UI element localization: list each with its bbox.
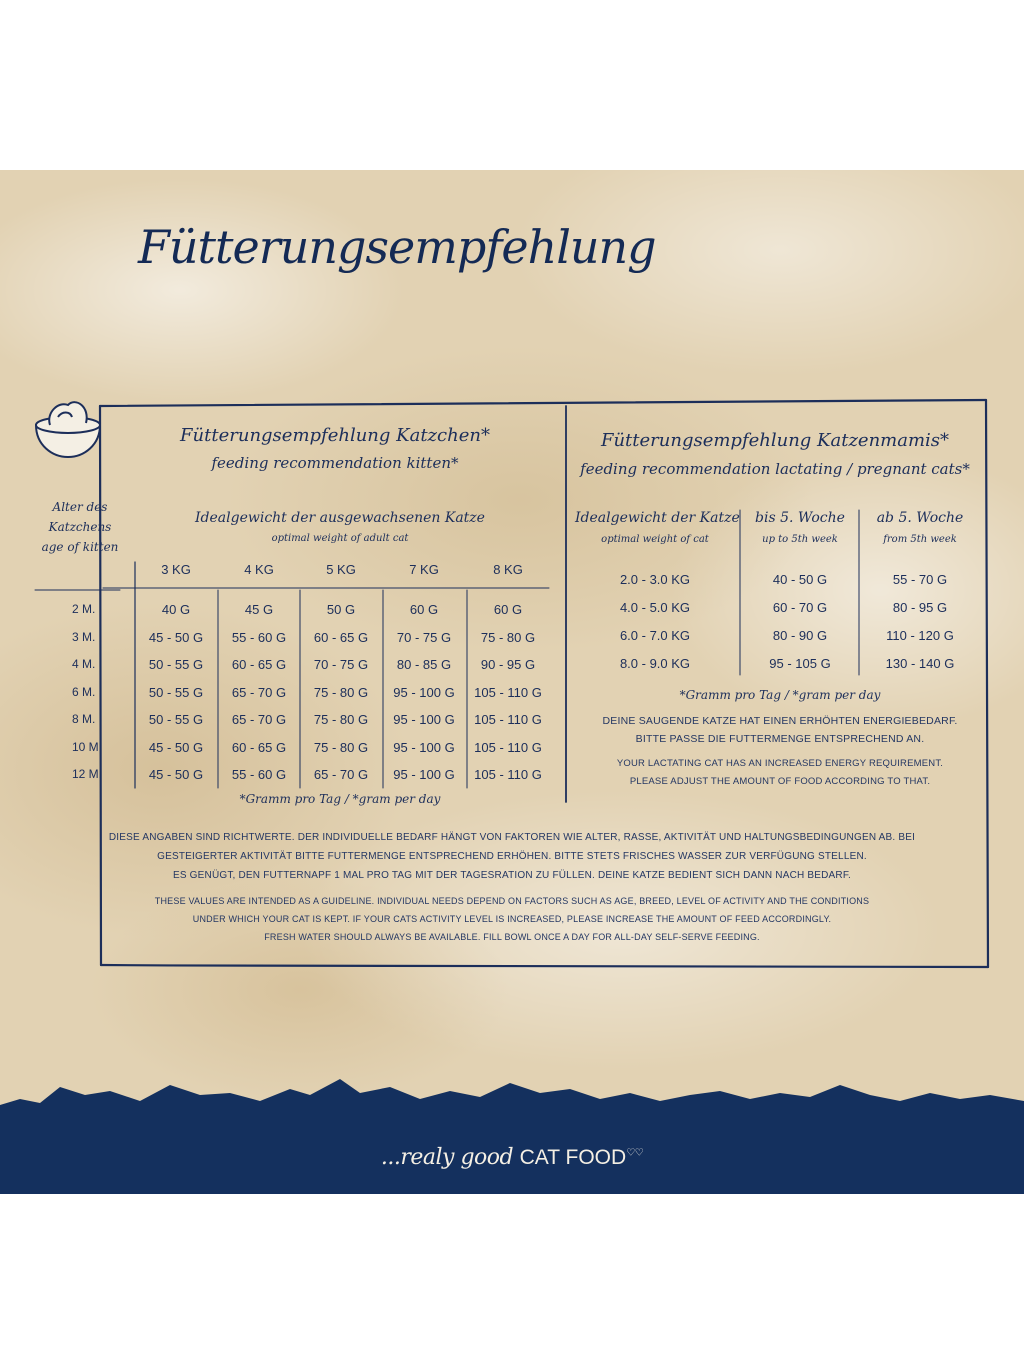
disclaimer-en-1: THESE VALUES ARE INTENDED AS A GUIDELINE. INDIVIDUAL NEEDS DEPEND ON FACTORS SUCH AS AGE, BREED, LEVEL OF ACTIVITY AND THE CONDITIONS <box>154 896 870 906</box>
mothers-col1-header: Idealgewicht der Katze <box>575 510 740 526</box>
table-cell: 45 G <box>244 602 274 617</box>
food-bowl-icon <box>28 383 108 463</box>
age-header-1: Alter des <box>52 500 108 514</box>
mothers-note-en-2: PLEASE ADJUST THE AMOUNT OF FOOD ACCORDING TO THAT. <box>629 776 931 787</box>
brand-suffix: CAT FOOD <box>519 1146 627 1169</box>
heart-icon: ♡♡ <box>626 1147 644 1159</box>
table-cell: 60 G <box>493 602 523 617</box>
age-label: 2 M. <box>72 602 96 616</box>
table-cell: 45 - 50 G <box>148 767 204 782</box>
age-label: 10 M. <box>72 739 103 754</box>
table-cell: 50 G <box>326 602 356 617</box>
table-cell: 95 - 100 G <box>393 767 455 782</box>
feeding-card <box>0 170 1024 1194</box>
disclaimer-de-1: DIESE ANGABEN SIND RICHTWERTE. DER INDIVIDUELLE BEDARF HÄNGT VON FAKTOREN WIE ALTER, RASSE, AKTIVITÄT UND HALTUNGSBEDINGUNGEN AB. BEI <box>108 832 916 843</box>
age-header-3: age of kitten <box>41 540 119 554</box>
age-label: 12 M. <box>72 767 103 781</box>
table-cell: 45 - 50 G <box>148 739 204 755</box>
brand-tagline <box>0 1145 1024 1170</box>
table-cell: 50 - 55 G <box>148 684 204 700</box>
weight-column-header: 4 KG <box>244 562 274 577</box>
weight-column-header: 7 KG <box>409 562 439 577</box>
table-cell: 75 - 80 G <box>313 739 369 755</box>
mother-from-5: 110 - 120 G <box>886 628 954 643</box>
table-cell: 90 - 95 G <box>480 657 536 672</box>
mother-from-5: 80 - 95 G <box>892 600 948 615</box>
weight-subheader: optimal weight of adult cat <box>271 533 409 544</box>
table-cell: 70 - 75 G <box>396 629 452 645</box>
mothers-heading: Fütterungsempfehlung Katzenmamis* <box>600 430 950 451</box>
mothers-note-en-1: YOUR LACTATING CAT HAS AN INCREASED ENERGY REQUIREMENT. <box>616 758 944 769</box>
mother-from-5: 130 - 140 G <box>885 656 955 671</box>
age-label: 6 M. <box>72 684 96 699</box>
mother-weight: 4.0 - 5.0 KG <box>619 600 691 615</box>
disclaimer-en-2: UNDER WHICH YOUR CAT IS KEPT. IF YOUR CATS ACTIVITY LEVEL IS INCREASED, PLEASE INCREASE THE AMOUNT OF FEED ACCORDINGLY. <box>192 914 832 924</box>
table-cell: 95 - 100 G <box>393 739 455 755</box>
kitten-footnote: *Gramm pro Tag / *gram per day <box>239 792 441 806</box>
table-cell: 75 - 80 G <box>313 684 369 700</box>
mother-weight: 2.0 - 3.0 KG <box>619 572 691 587</box>
table-cell: 60 - 65 G <box>231 657 287 672</box>
mothers-footnote: *Gramm pro Tag / *gram per day <box>679 688 881 702</box>
mother-up-to-5: 95 - 105 G <box>769 656 831 671</box>
table-cell: 95 - 100 G <box>393 712 455 727</box>
table-frame <box>0 170 1024 1194</box>
mothers-col3-sub: from 5th week <box>883 534 957 545</box>
mothers-col3-header: ab 5. Woche <box>876 510 964 526</box>
mothers-col1-sub: optimal weight of cat <box>601 534 709 545</box>
table-cell: 105 - 110 G <box>474 712 542 727</box>
mother-up-to-5: 60 - 70 G <box>772 600 828 615</box>
age-header-2: Katzchens <box>48 520 112 534</box>
table-cell: 65 - 70 G <box>231 684 287 700</box>
weight-column-header: 8 KG <box>493 562 523 577</box>
table-cell: 105 - 110 G <box>474 684 542 700</box>
mothers-col2-header: bis 5. Woche <box>755 510 845 526</box>
disclaimer-en-3: FRESH WATER SHOULD ALWAYS BE AVAILABLE. FILL BOWL ONCE A DAY FOR ALL-DAY SELF-SERVE FEEDING. <box>264 932 760 942</box>
table-cell: 60 - 65 G <box>313 629 369 645</box>
table-cell: 80 - 85 G <box>396 657 452 672</box>
disclaimer-de-3: ES GENÜGT, DEN FUTTERNAPF 1 MAL PRO TAG MIT DER TAGESRATION ZU FÜLLEN. DEINE KATZE BEDIENT SICH DANN NACH BEDARF. <box>172 870 852 881</box>
mother-weight: 6.0 - 7.0 KG <box>619 628 691 643</box>
weight-header: Idealgewicht der ausgewachsenen Katze <box>195 510 485 526</box>
table-cell: 65 - 70 G <box>231 712 287 727</box>
table-cell: 75 - 80 G <box>480 629 536 645</box>
table-cell: 55 - 60 G <box>231 767 287 782</box>
age-label: 3 M. <box>72 629 96 644</box>
mothers-note-de-2: BITTE PASSE DIE FUTTERMENGE ENTSPRECHEND AN. <box>635 733 925 745</box>
table-cell: 50 - 55 G <box>148 657 204 672</box>
mothers-note-de-1: DEINE SAUGENDE KATZE HAT EINEN ERHÖHTEN ENERGIEBEDARF. <box>602 715 958 727</box>
weight-column-header: 5 KG <box>326 562 356 577</box>
table-cell: 50 - 55 G <box>148 712 204 727</box>
mother-weight: 8.0 - 9.0 KG <box>619 656 691 671</box>
mother-up-to-5: 80 - 90 G <box>772 628 828 643</box>
table-cell: 105 - 110 G <box>474 767 542 782</box>
mother-from-5: 55 - 70 G <box>892 572 948 587</box>
table-cell: 60 G <box>409 602 439 617</box>
age-label: 4 M. <box>72 657 96 671</box>
weight-column-header: 3 KG <box>161 562 191 577</box>
table-cell: 75 - 80 G <box>313 712 369 727</box>
mother-up-to-5: 40 - 50 G <box>772 572 828 587</box>
disclaimer-de-2: GESTEIGERTER AKTIVITÄT BITTE FUTTERMENGE ENTSPRECHEND ERHÖHEN. BITTE STETS FRISCHES WASSER ZUR VERFÜGUNG STELLEN. <box>157 851 867 862</box>
table-cell: 45 - 50 G <box>148 629 204 645</box>
table-cell: 70 - 75 G <box>313 657 369 672</box>
age-label: 8 M. <box>72 712 96 726</box>
table-cell: 60 - 65 G <box>231 739 287 755</box>
kitten-subheading: feeding recommendation kitten* <box>211 454 459 472</box>
table-cell: 65 - 70 G <box>313 767 369 782</box>
table-cell: 95 - 100 G <box>393 684 455 700</box>
mothers-col2-sub: up to 5th week <box>762 534 838 545</box>
kitten-heading: Fütterungsempfehlung Katzchen* <box>180 425 490 446</box>
brand-prefix: ...realy good <box>380 1145 514 1170</box>
page-title: Fütterungsempfehlung <box>138 220 656 274</box>
table-cell: 55 - 60 G <box>231 629 287 645</box>
table-cell: 40 G <box>161 602 191 617</box>
mothers-subheading: feeding recommendation lactating / pregnant cats* <box>580 460 970 478</box>
table-cell: 105 - 110 G <box>474 739 542 755</box>
